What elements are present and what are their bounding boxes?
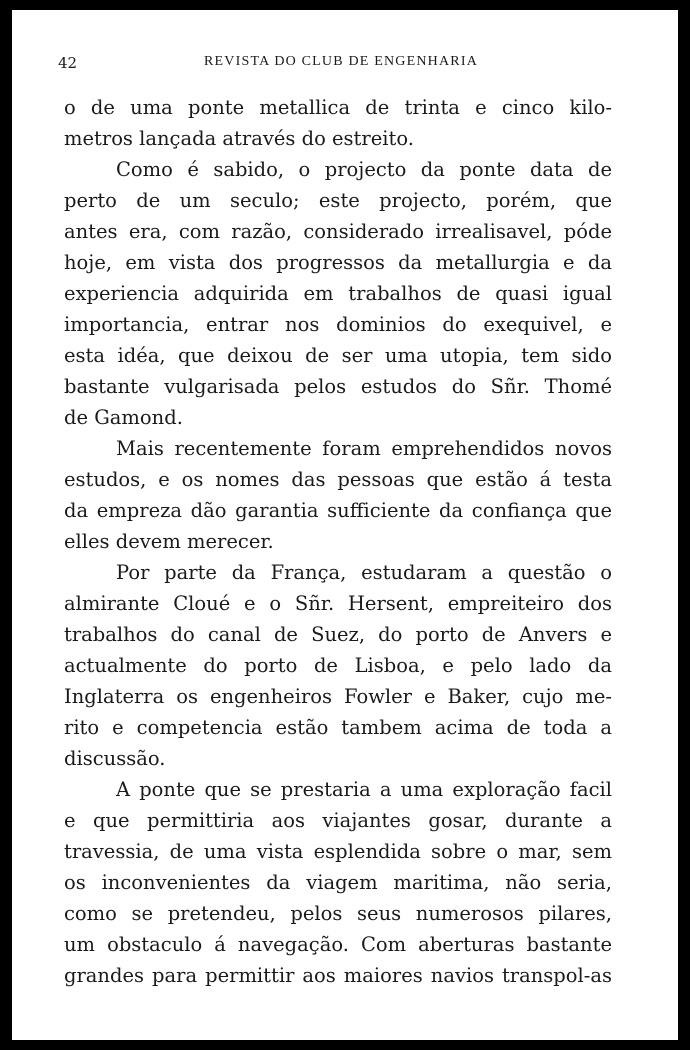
text-line: importancia, entrar nos dominios do exequivel, e (64, 313, 612, 336)
text-line: almirante Cloué e o Sñr. Hersent, empreiteiro dos (64, 592, 612, 615)
book-page (12, 10, 678, 1040)
text-line: grandes para permittir aos maiores navios transpol-as (64, 964, 612, 987)
text-line: trabalhos do canal de Suez, do porto de Anvers e (64, 623, 612, 646)
page-header (12, 54, 678, 78)
text-line: um obstaculo á navegação. Com aberturas bastante (64, 933, 612, 956)
page-number: 42 (58, 54, 78, 72)
text-line: actualmente do porto de Lisboa, e pelo lado da (64, 654, 612, 677)
text-line: metros lançada através do estreito. (64, 127, 414, 150)
text-line: discussão. (64, 747, 166, 770)
text-line: Por parte da França, estudaram a questão o (116, 561, 612, 584)
text-line: experiencia adquirida em trabalhos de quasi igual (64, 282, 612, 305)
text-line: Como é sabido, o projecto da ponte data de (116, 158, 612, 181)
text-line: Mais recentemente foram emprehendidos novos (116, 437, 612, 460)
text-line: esta idéa, que deixou de ser uma utopia, tem sido (64, 344, 612, 367)
text-line: travessia, de uma vista esplendida sobre o mar, sem (64, 840, 612, 863)
text-line: da empreza dão garantia sufficiente da confiança que (64, 499, 612, 522)
text-line: como se pretendeu, pelos seus numerosos pilares, (64, 902, 612, 925)
text-line: os inconvenientes da viagem maritima, não seria, (64, 871, 612, 894)
running-title: REVISTA DO CLUB DE ENGENHARIA (204, 54, 479, 69)
text-line: hoje, em vista dos progressos da metallurgia e da (64, 251, 612, 274)
text-line: bastante vulgarisada pelos estudos do Sñr. Thomé (64, 375, 612, 398)
text-line: de Gamond. (64, 406, 183, 429)
text-line: estudos, e os nomes das pessoas que estão á testa (64, 468, 612, 491)
text-line: Inglaterra os engenheiros Fowler e Baker, cujo me- (64, 685, 612, 708)
text-line: rito e competencia estão tambem acima de toda a (64, 716, 612, 739)
text-line: perto de um seculo; este projecto, porém, que (64, 189, 612, 212)
text-line: o de uma ponte metallica de trinta e cinco kilo- (64, 96, 612, 119)
text-line: e que permittiria aos viajantes gosar, durante a (64, 809, 612, 832)
text-line: A ponte que se prestaria a uma exploração facil (116, 778, 612, 801)
text-line: elles devem merecer. (64, 530, 274, 553)
body-text (64, 92, 612, 991)
text-line: antes era, com razão, considerado irrealisavel, póde (64, 220, 612, 243)
